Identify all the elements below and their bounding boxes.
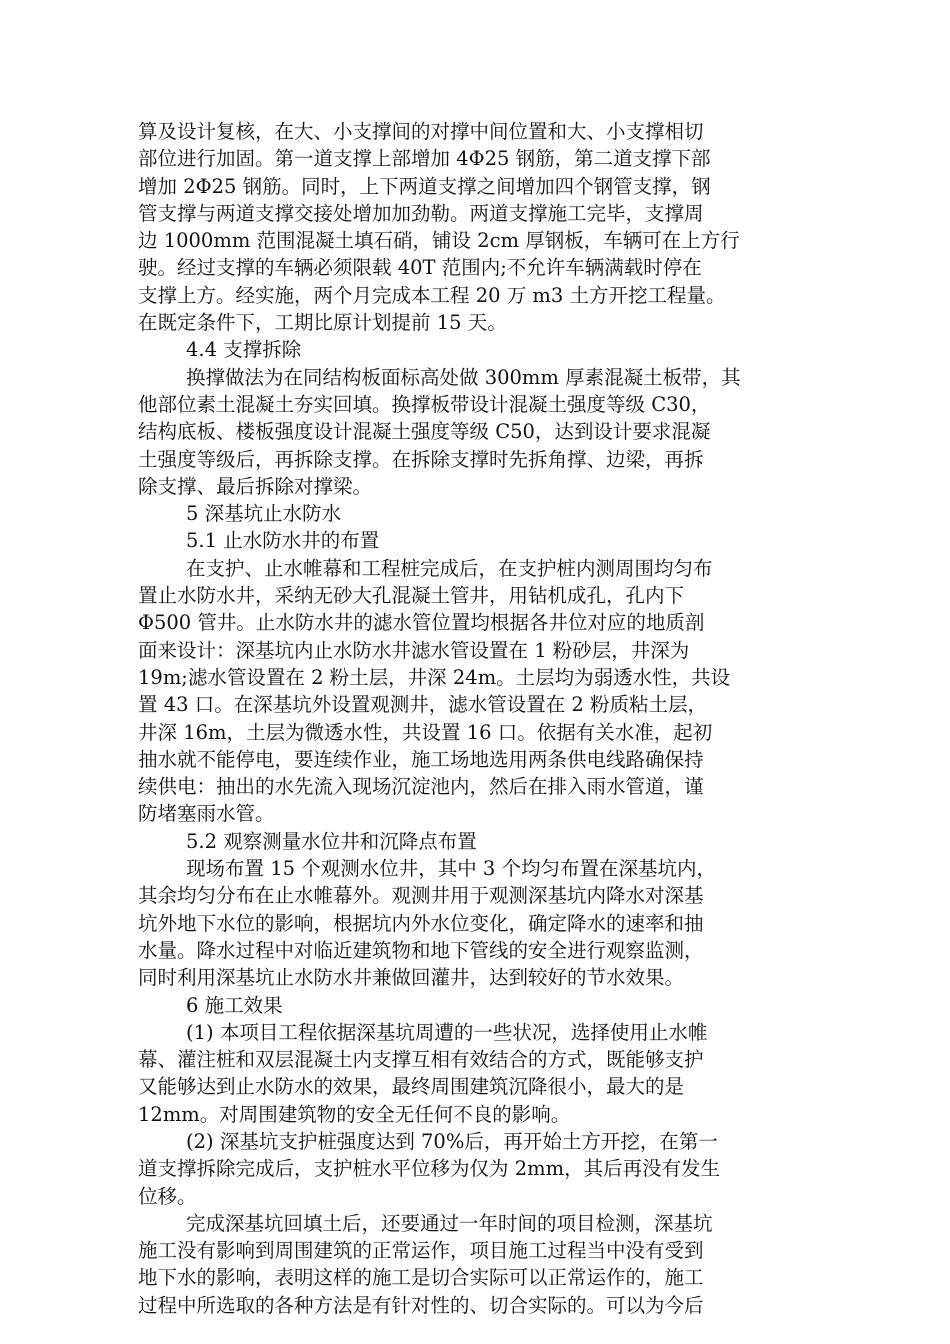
text-line: 在既定条件下，工期比原计划提前 15 天。 [138,311,507,335]
text-line: 置止水防水井，采纳无砂大孔混凝土管井，用钻机成孔，孔内下 [138,584,685,608]
text-line: 道支撑拆除完成后，支护桩水平位移为仅为 2mm，其后再没有发生 [138,1157,721,1181]
text-line: 面来设计：深基坑内止水防水井滤水管设置在 1 粉砂层，井深为 [138,638,690,662]
text-line: 除支撑、最后拆除对撑梁。 [138,474,373,498]
text-line: 完成深基坑回填土后，还要通过一年时间的项目检测，深基坑 [186,1211,713,1235]
text-line: 幕、灌注桩和双层混凝土内支撑互相有效结合的方式，既能够支护 [138,1048,704,1072]
text-line: 5.1 止水防水井的布置 [186,529,380,553]
text-line: 施工没有影响到周围建筑的正常运作，项目施工过程当中没有受到 [138,1239,704,1263]
text-line: (1) 本项目工程依据深基坑周遭的一些状况，选择使用止水帷 [186,1020,708,1044]
text-line: 管支撑与两道支撑交接处增加加劲勒。两道支撑施工完毕，支撑周 [138,201,704,225]
text-line: (2) 深基坑支护桩强度达到 70%后，再开始土方开挖，在第一 [186,1129,718,1153]
text-line: 土强度等级后，再拆除支撑。在拆除支撑时先拆角撑、边梁，再拆 [138,447,704,471]
text-line: 部位进行加固。第一道支撑上部增加 4Φ25 钢筋，第二道支撑下部 [138,147,711,171]
text-line: 水量。降水过程中对临近建筑物和地下管线的安全进行观察监测， [138,938,704,962]
text-line: 算及设计复核，在大、小支撑间的对撑中间位置和大、小支撑相切 [138,120,704,143]
text-line: 结构底板、楼板强度设计混凝土强度等级 C50，达到设计要求混凝 [138,420,711,444]
text-line: 其余均匀分布在止水帷幕外。观测井用于观测深基坑内降水对深基 [138,884,704,908]
text-line: 同时利用深基坑止水防水井兼做回灌井，达到较好的节水效果。 [138,966,685,990]
text-line: 又能够达到止水防水的效果，最终周围建筑沉降很小，最大的是 [138,1075,685,1099]
text-line: 换撑做法为在同结构板面标高处做 300mm 厚素混凝土板带，其 [186,365,741,389]
text-line: 增加 2Φ25 钢筋。同时，上下两道支撑之间增加四个钢管支撑，钢 [138,174,711,198]
text-line: 4.4 支撑拆除 [186,338,302,362]
text-line: Φ500 管井。止水防水井的滤水管位置均根据各井位对应的地质剖 [138,611,705,635]
text-line: 位移。 [138,1184,197,1208]
text-line: 在支护、止水帷幕和工程桩完成后，在支护桩内测周围均匀布 [186,556,713,580]
text-line: 井深 16m，土层为微透水性，共设置 16 口。依据有关水准，起初 [138,720,713,744]
text-line: 地下水的影响，表明这样的施工是切合实际可以正常运作的，施工 [138,1266,704,1290]
text-line: 5 深基坑止水防水 [186,502,342,526]
text-line: 他部位素土混凝土夯实回填。换撑板带设计混凝土强度等级 C30， [138,392,711,416]
text-line: 坑外地下水位的影响，根据坑内外水位变化，确定降水的速率和抽 [138,911,704,935]
text-line: 抽水就不能停电，要连续作业，施工场地选用两条供电线路确保持 [138,747,704,771]
text-line: 6 施工效果 [186,993,283,1017]
text-line: 续供电：抽出的水先流入现场沉淀池内，然后在排入雨水管道，谨 [138,775,704,799]
text-line: 19m;滤水管设置在 2 粉土层，井深 24m。土层均为弱透水性，共设 [138,665,731,689]
document-body [138,118,814,1319]
text-line: 过程中所选取的各种方法是有针对性的、切合实际的。可以为今后 [138,1293,704,1317]
text-line: 驶。经过支撑的车辆必须限载 40T 范围内;不允许车辆满载时停在 [138,256,702,280]
text-line: 置 43 口。在深基坑外设置观测井，滤水管设置在 2 粉质粘土层， [138,693,708,717]
text-line: 12mm。对周围建筑物的安全无任何不良的影响。 [138,1102,571,1126]
text-line: 现场布置 15 个观测水位井，其中 3 个均匀布置在深基坑内， [186,857,717,881]
text-line: 防堵塞雨水管。 [138,802,275,826]
text-line: 5.2 观察测量水位井和沉降点布置 [186,829,477,853]
text-line: 边 1000mm 范围混凝土填石硝，铺设 2cm 厚钢板，车辆可在上方行 [138,229,740,253]
text-line: 支撑上方。经实施，两个月完成本工程 20 万 m3 土方开挖工程量。 [138,283,726,307]
